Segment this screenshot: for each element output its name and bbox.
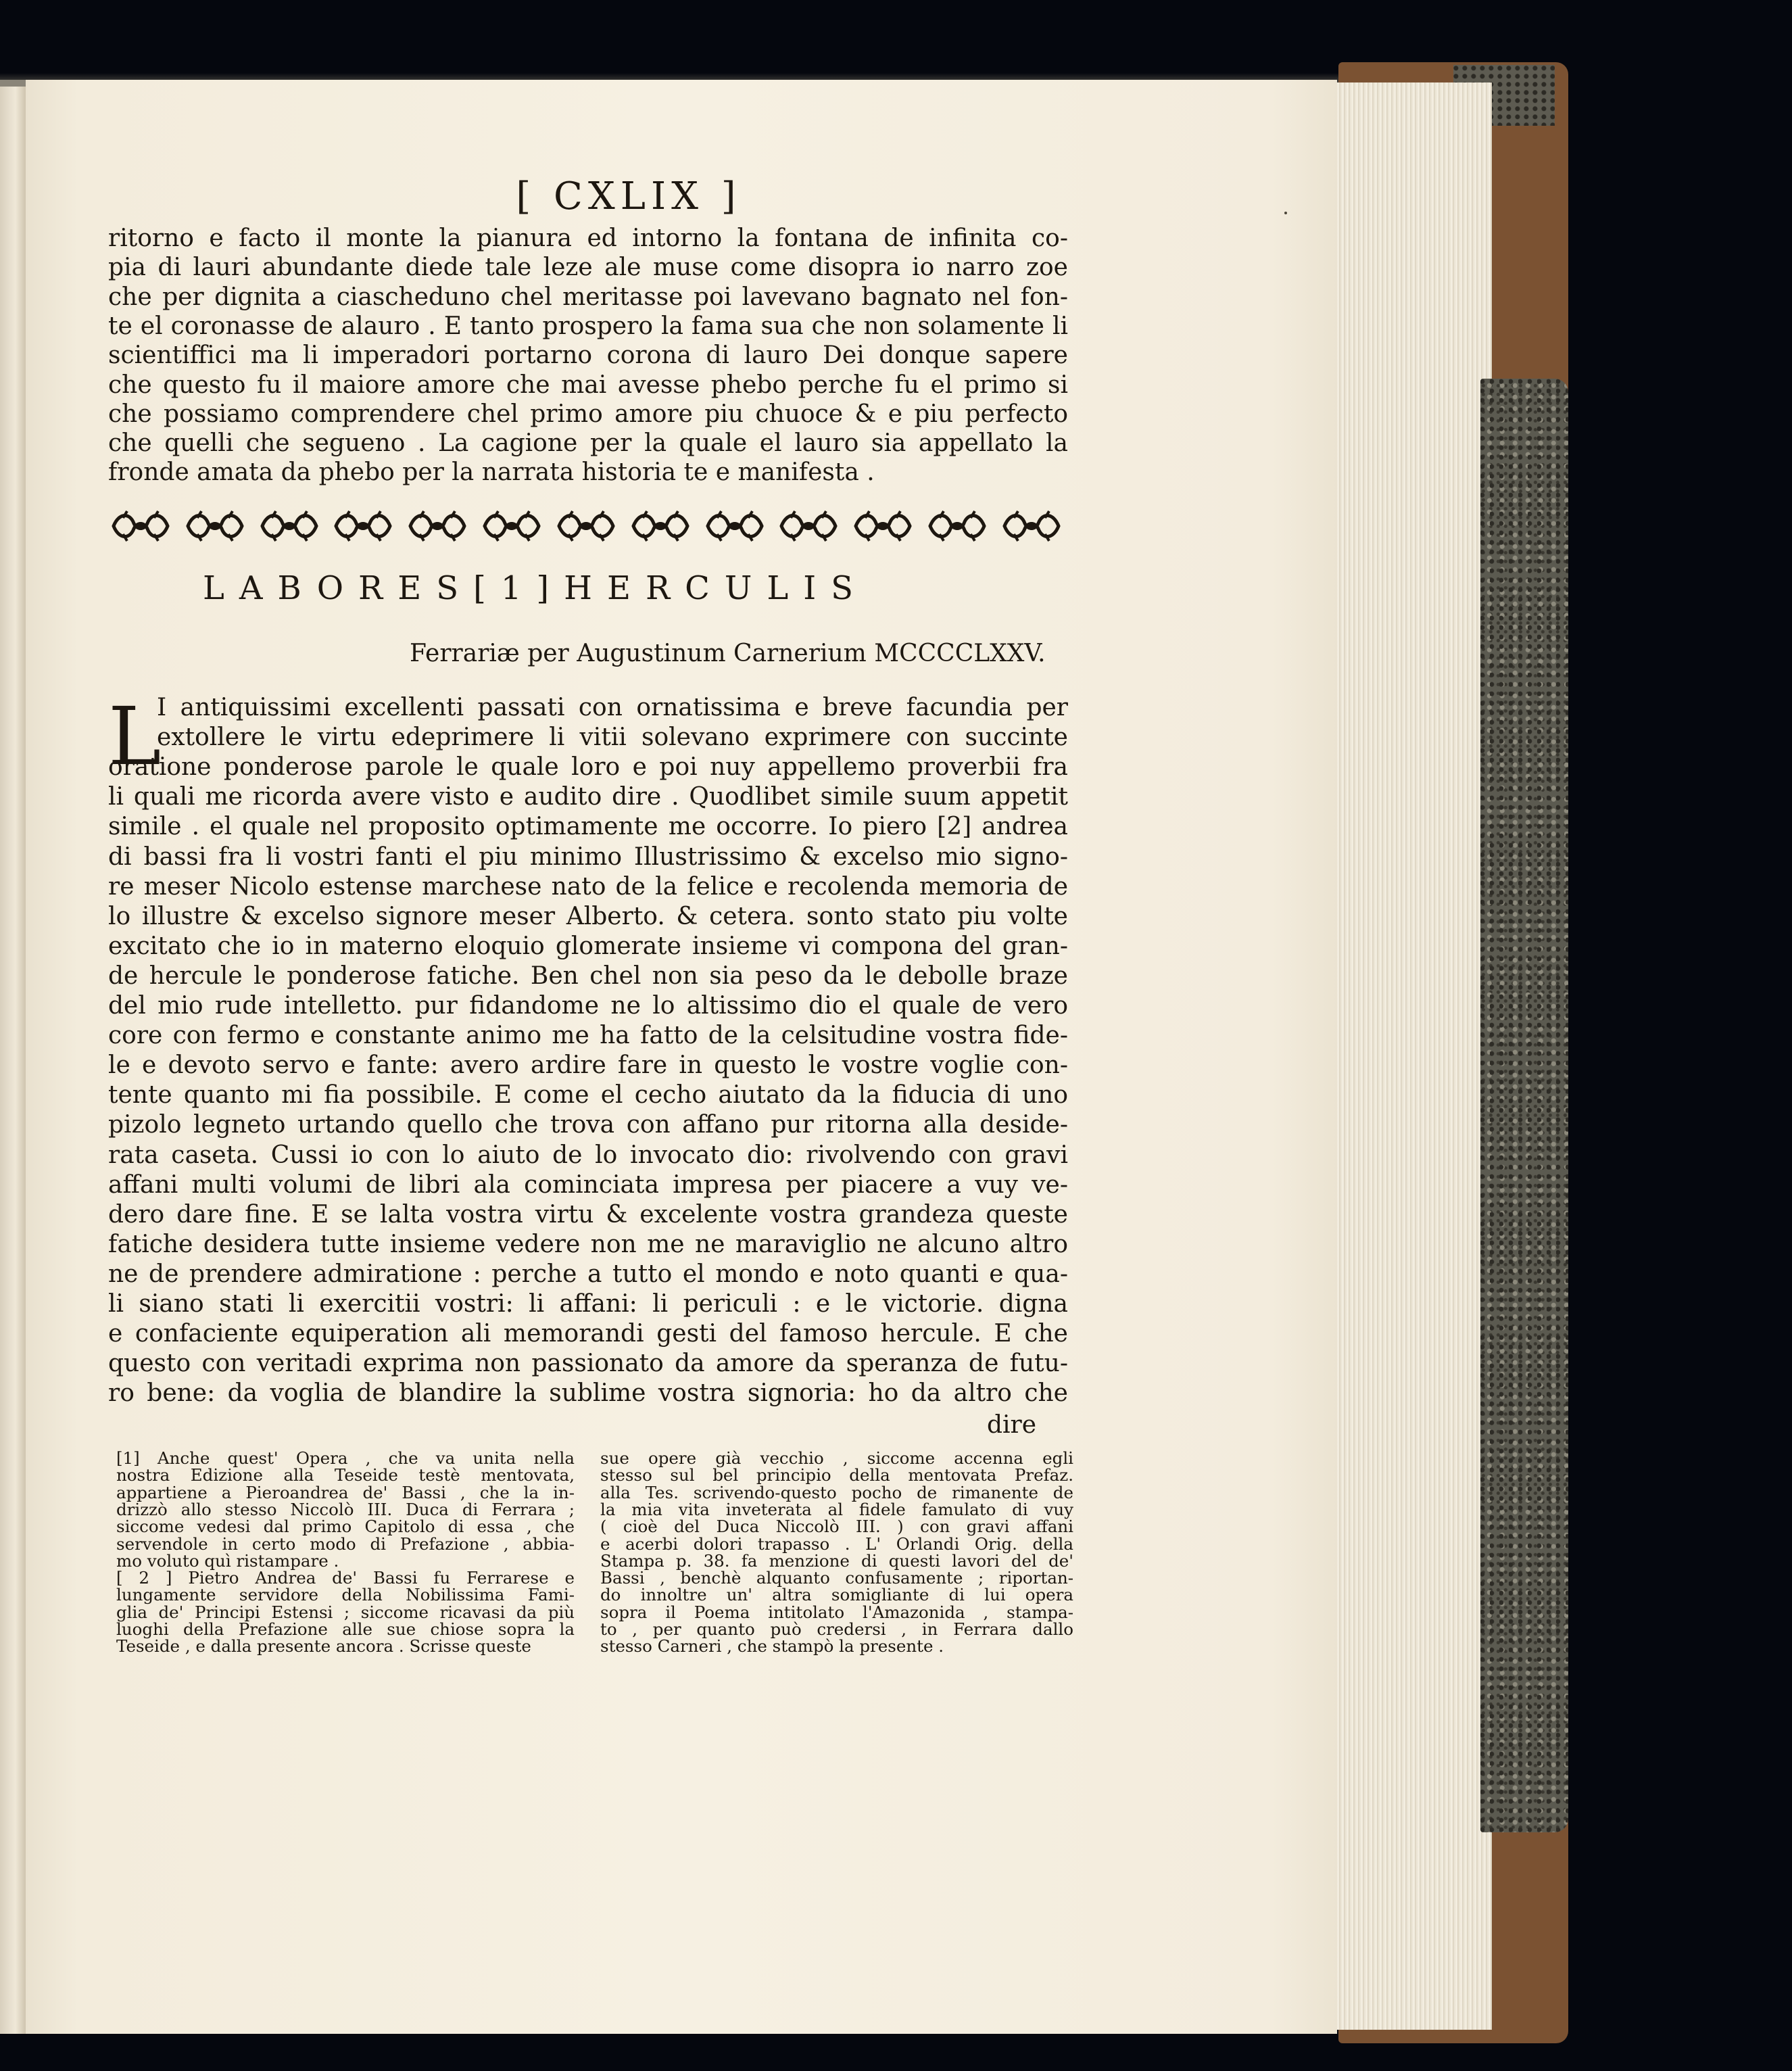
continuation-line: che possiamo comprendere chel primo amore piu chuoce & e piu perfecto: [108, 400, 1068, 428]
body-line: del mio rude intelletto. pur fidandome ne lo altissimo dio el quale de vero: [108, 992, 1068, 1020]
footnote-line: [ 2 ] Pietro Andrea de' Bassi fu Ferrarese e: [116, 1568, 575, 1588]
page-folio: [ CXLIX ]: [516, 174, 742, 218]
body-line: ro bene: da voglia de blandire la sublime vostra signoria: ho da altro che: [108, 1379, 1068, 1408]
continuation-line: che per dignita a ciascheduno chel meritasse poi lavevano bagnato nel fon-: [108, 283, 1068, 311]
body-line: lo illustre & excelso signore meser Alberto. & cetera. sonto stato piu volte: [108, 902, 1068, 930]
footnote-line: e acerbi dolori trapasso . L' Orlandi Orig. della: [600, 1533, 1073, 1554]
imprint-line: Ferrariæ per Augustinum Carnerium MCCCCLXXV.: [410, 640, 1046, 667]
footnote-line: to , per quanto può credersi , in Ferrara dallo: [600, 1619, 1073, 1639]
ink-spot: [1284, 212, 1287, 214]
footnote-line: nostra Edizione alla Teseide testè mentovata,: [116, 1465, 575, 1485]
continuation-line: che questo fu il maiore amore che mai avesse phebo perche fu el primo si: [108, 371, 1068, 399]
footnote-line: alla Tes. scrivendo-questo pocho de rimanente de: [600, 1482, 1073, 1502]
footnote-line: mo voluto quì ristampare .: [116, 1550, 339, 1571]
body-line: li siano stati li exercitii vostri: li affani: li periculi : e le victorie. digna: [108, 1290, 1068, 1318]
footnote-line: Teseide , e dalla presente ancora . Scrisse queste: [116, 1636, 531, 1657]
footnote-line: drizzò allo stesso Niccolò III. Duca di Ferrara ;: [116, 1499, 575, 1519]
fleuron-ornament-icon: [184, 507, 246, 545]
footnote-line: lungamente servidore della Nobilissima Fami-: [116, 1585, 575, 1605]
footnote-line: la mia vita inveterata al fidele famulato di vuy: [600, 1499, 1073, 1519]
continuation-line: ritorno e facto il monte la pianura ed intorno la fontana de infinita co-: [108, 224, 1068, 252]
continuation-line: pia di lauri abundante diede tale leze ale muse come disopra io narro zoe: [108, 254, 1068, 282]
body-line: I antiquissimi excellenti passati con ornatissima e breve facundia per: [157, 694, 1068, 721]
body-line: ne de prendere admiratione : perche a tutto el mondo e noto quanti e qua-: [108, 1260, 1068, 1288]
catchword: dire: [987, 1411, 1037, 1439]
fleuron-ornament-icon: [704, 507, 766, 545]
footnote-line: glia de' Principi Estensi ; siccome ricavasi da più: [116, 1602, 575, 1622]
footnote-line: do innoltre un' altra somigliante di lui opera: [600, 1585, 1073, 1605]
body-line: affani multi volumi de libri ala cominciata impresa per piacere a vuy ve-: [108, 1170, 1068, 1199]
body-line: simile . el quale nel proposito optimamente me occorre. Io piero [2] andrea: [108, 813, 1068, 841]
footnote-line: sue opere già vecchio , siccome accenna egli: [600, 1448, 1073, 1468]
continuation-line: fronde amata da phebo per la narrata historia te e manifesta .: [108, 458, 875, 487]
footnote-line: sopra il Poema intitolato l'Amazonida , stampa-: [600, 1602, 1073, 1622]
footnote-line: luoghi della Prefazione alle sue chiose sopra la: [116, 1619, 575, 1639]
page-edges: [1335, 82, 1492, 2030]
continuation-line: scientiffici ma li imperadori portarno corona di lauro Dei donque sapere: [108, 341, 1068, 370]
fleuron-ornament-icon: [777, 507, 840, 545]
fleuron-ornament-icon: [926, 507, 988, 545]
fleuron-ornament-icon: [258, 507, 320, 545]
body-line: di bassi fra li vostri fanti el piu minimo Illustrissimo & excelso mio signo-: [108, 842, 1068, 871]
body-line: oratione ponderose parole le quale loro e poi nuy appellemo proverbii fra: [108, 753, 1068, 782]
footnote-line: [1] Anche quest' Opera , che va unita nella: [116, 1448, 575, 1468]
body-line: de hercule le ponderose fatiche. Ben chel non sia peso da le debolle braze: [108, 961, 1068, 990]
fleuron-ornament-icon: [332, 507, 394, 545]
fleuron-ornament-icon: [406, 507, 468, 545]
body-line: extollere le virtu edeprimere li vitii solevano exprimere con succinte: [157, 723, 1068, 752]
fleuron-ornament-icon: [629, 507, 692, 545]
footnote-line: ( cioè del Duca Niccolò III. ) con gravi affani: [600, 1517, 1073, 1537]
body-line: e confaciente equiperation ali memorandi gesti del famoso hercule. E che: [108, 1320, 1068, 1348]
body-line: excitato che io in materno eloquio glomerate insieme vi compona del gran-: [108, 932, 1068, 960]
body-line: pizolo legneto urtando quello che trova con affano pur ritorna alla deside-: [108, 1111, 1068, 1139]
ornament-band: [110, 506, 1063, 546]
fleuron-ornament-icon: [852, 507, 914, 545]
footnote-line: stesso sul bel principio della mentovata Prefaz.: [600, 1465, 1073, 1485]
footnote-line: servendole in certo modo di Prefazione , abbia-: [116, 1533, 575, 1554]
drop-cap: L: [108, 690, 162, 783]
footnote-line: appartiene a Pieroandrea de' Bassi , che la in-: [116, 1482, 575, 1502]
fleuron-ornament-icon: [555, 507, 617, 545]
footnote-line: Stampa p. 38. fa menzione di questi lavori del de': [600, 1550, 1073, 1571]
section-heading: LABORES[1]HERCULIS: [203, 569, 869, 607]
fleuron-ornament-icon: [110, 507, 172, 545]
body-line: le e devoto servo e fante: avero ardire fare in questo le vostre voglie con-: [108, 1051, 1068, 1080]
footnote-line: stesso Carneri , che stampò la presente .: [600, 1636, 944, 1657]
continuation-line: che quelli che segueno . La cagione per la quale el lauro sia appellato la: [108, 429, 1068, 458]
footnote-line: siccome vedesi dal primo Capitolo di essa , che: [116, 1517, 575, 1537]
body-line: questo con veritadi exprima non passionato da amore da speranza de futu-: [108, 1350, 1068, 1378]
footnote-line: Bassi , benchè alquanto confusamente ; riportan-: [600, 1568, 1073, 1588]
body-line: dero dare fine. E se lalta vostra virtu & excelente vostra grandeza queste: [108, 1200, 1068, 1229]
fleuron-ornament-icon: [1000, 507, 1063, 545]
fleuron-ornament-icon: [481, 507, 543, 545]
body-line: rata caseta. Cussi io con lo aiuto de lo invocato dio: rivolvendo con gravi: [108, 1141, 1068, 1169]
body-line: li quali me ricorda avere visto e audito dire . Quodlibet simile suum appetit: [108, 783, 1068, 811]
body-line: tente quanto mi fia possibile. E come el cecho aiutato da la fiducia di uno: [108, 1081, 1068, 1110]
body-line: fatiche desidera tutte insieme vedere non me ne maraviglio ne alcuno altro: [108, 1230, 1068, 1258]
body-line: core con fermo e constante animo me ha fatto de la celsitudine vostra fide-: [108, 1022, 1068, 1050]
body-line: re meser Nicolo estense marchese nato de la felice e recolenda memoria de: [108, 872, 1068, 901]
left-page-edge: [0, 87, 27, 2034]
continuation-line: te el coronasse de alauro . E tanto prospero la fama sua che non solamente li: [108, 312, 1068, 340]
marbled-cover: [1480, 379, 1568, 1832]
